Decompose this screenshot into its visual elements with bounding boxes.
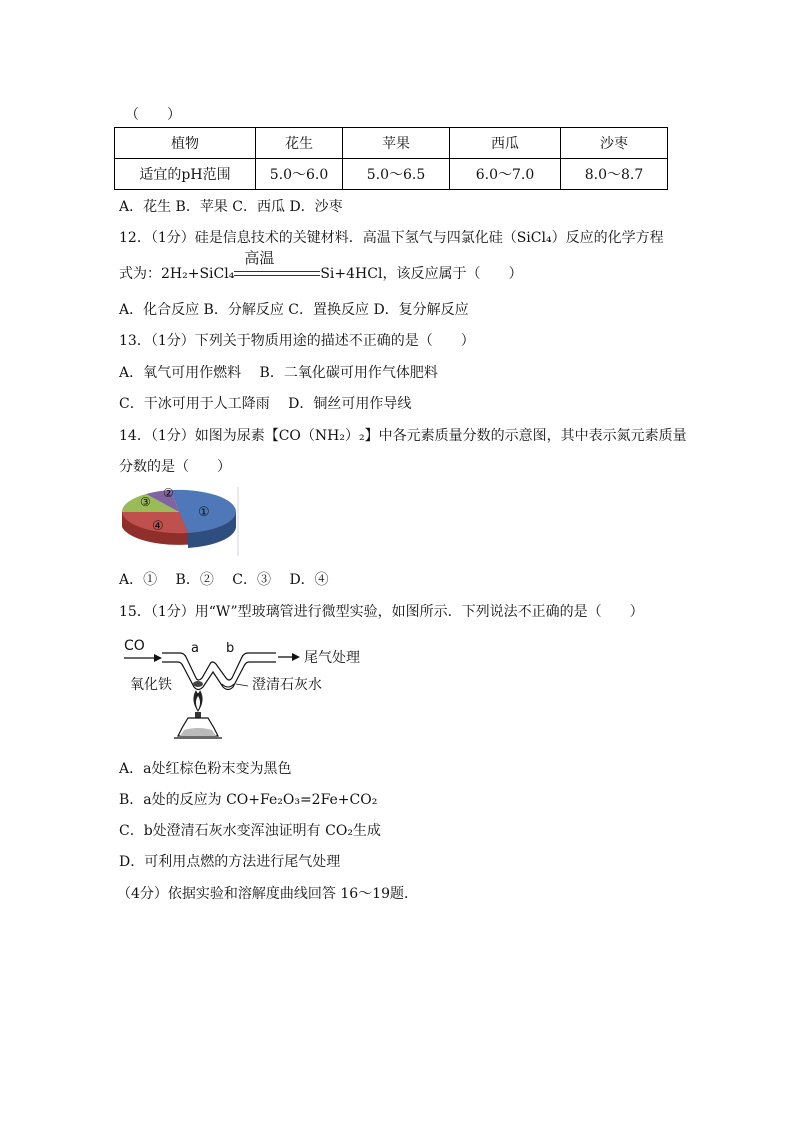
table-cell: 5.0～6.0	[256, 159, 343, 190]
q14-options: A．① B．② C．③ D．④	[119, 572, 329, 588]
pie-label-3: ③	[140, 495, 151, 509]
ph-range-table	[114, 127, 668, 190]
q13-options-ab: A．氧气可用作燃料 B．二氧化碳可用作气体肥料	[119, 365, 438, 381]
q15-option-a: A．a处红棕色粉末变为黑色	[119, 761, 292, 777]
reaction-condition: 高温	[244, 249, 275, 267]
equation-products: Si+4HCl，该反应属于（ ）	[320, 266, 523, 282]
w-tube	[162, 653, 276, 680]
lamp-wick	[195, 712, 201, 718]
q15-option-b: B．a处的反应为 CO+Fe₂O₃=2Fe+CO₂	[119, 792, 378, 808]
limewater-label: 澄清石灰水	[252, 677, 322, 693]
q12-stem: 12．（1分）硅是信息技术的关键材料．高温下氢气与四氯化硅（SiCl₄）反应的化学方程	[119, 230, 664, 246]
table-cell: 6.0～7.0	[450, 159, 561, 190]
reaction-condition-arrow	[234, 249, 320, 283]
table-row	[115, 159, 668, 190]
q13-stem: 13．（1分）下列关于物质用途的描述不正确的是（ ）	[119, 333, 475, 349]
q12-equation	[119, 249, 523, 283]
table-header-cell: 苹果	[343, 128, 450, 159]
section-note: （4分）依据实验和溶解度曲线回答 16～19题．	[117, 886, 418, 902]
inlet-arrow-icon	[154, 654, 162, 662]
iron-oxide-label: 氧化铁	[130, 677, 172, 693]
q11-options: A．花生 B．苹果 C．西瓜 D．沙枣	[119, 199, 343, 215]
table-cell: 5.0～6.5	[343, 159, 450, 190]
equation-reactants: 式为：2H₂+SiCl₄	[119, 266, 235, 282]
q15-option-c: C．b处澄清石灰水变浑浊证明有 CO₂生成	[119, 823, 381, 839]
table-cell: 8.0～8.7	[561, 159, 668, 190]
table-header-cell: 植物	[115, 128, 256, 159]
q15-option-d: D．可利用点燃的方法进行尾气处理	[119, 854, 341, 870]
table-row-label: 适宜的pH范围	[115, 159, 256, 190]
pie-label-4: ④	[152, 519, 164, 534]
table-header-cell: 花生	[256, 128, 343, 159]
q13-options-cd: C．干冰可用于人工降雨 D．铜丝可用作导线	[119, 396, 412, 412]
point-a-label: a	[191, 641, 199, 656]
q11-bracket: （ ）	[125, 107, 181, 123]
outlet-arrow-icon	[292, 653, 300, 661]
pie-label-2: ②	[163, 486, 174, 500]
tail-gas-label: 尾气处理	[304, 650, 360, 666]
q14-stem: 14．（1分）如图为尿素【CO（NH₂）₂】中各元素质量分数的示意图，其中表示氮元素质量	[119, 428, 687, 444]
table-header-row	[115, 128, 668, 159]
w-tube-apparatus-diagram	[118, 634, 378, 746]
q14-stem-2: 分数的是（ ）	[119, 459, 231, 475]
table-header-cell: 沙枣	[561, 128, 668, 159]
q15-stem: 15．（1分）用“W”型玻璃管进行微型实验，如图所示．下列说法不正确的是（ ）	[119, 604, 644, 620]
co-label: CO	[124, 638, 145, 654]
table-header-cell: 西瓜	[450, 128, 561, 159]
point-b-label: b	[226, 641, 235, 656]
q12-options: A．化合反应 B．分解反应 C．置换反应 D．复分解反应	[119, 302, 469, 318]
iron-oxide-powder	[193, 681, 203, 687]
urea-pie-chart	[118, 482, 242, 558]
pie-label-1: ①	[198, 505, 210, 520]
